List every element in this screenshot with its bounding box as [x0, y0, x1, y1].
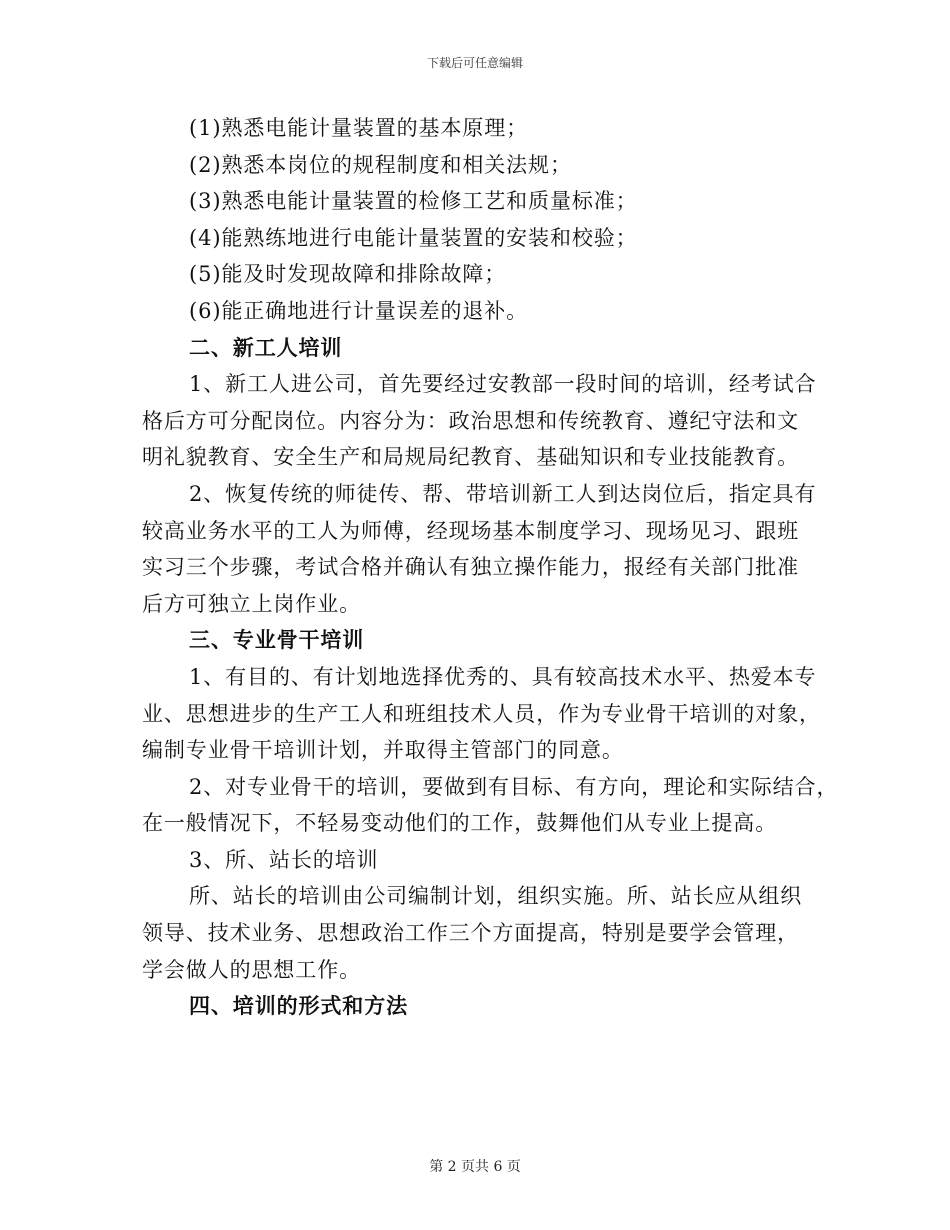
text-line: 1、新工人进公司，首先要经过安教部一段时间的培训，经考试合 [189, 372, 817, 397]
text-line: (2)熟悉本岗位的规程制度和相关法规； [189, 152, 572, 177]
document-body [142, 110, 839, 1025]
text-line: 在一般情况下，不轻易变动他们的工作，鼓舞他们从专业上提高。 [142, 811, 778, 836]
text-line: 格后方可分配岗位。内容分为：政治思想和传统教育、遵纪守法和文 [142, 408, 799, 433]
page-header: 下载后可任意编辑 [426, 56, 523, 70]
text-line: 编制专业骨干培训计划，并取得主管部门的同意。 [142, 738, 624, 763]
text-line: 学会做人的思想工作。 [142, 957, 361, 982]
section-heading: 二、新工人培训 [189, 334, 343, 360]
text-line: 实习三个步骤，考试合格并确认有独立操作能力，报经有关部门批准 [142, 555, 799, 580]
text-line: 2、对专业骨干的培训，要做到有目标、有方向，理论和实际结合， [189, 774, 839, 799]
text-line: 后方可独立上岗作业。 [142, 591, 361, 616]
text-line: 业、思想进步的生产工人和班组技术人员，作为专业骨干培训的对象， [142, 701, 821, 726]
text-line: 3、所、站长的培训 [189, 847, 379, 872]
text-line: (5)能及时发现故障和排除故障； [189, 262, 507, 287]
text-line: 所、站长的培训由公司编制计划，组织实施。所、站长应从组织 [189, 884, 803, 909]
text-line: 领导、技术业务、思想政治工作三个方面提高，特别是要学会管理， [142, 921, 799, 946]
section-heading: 三、专业骨干培训 [189, 627, 365, 653]
text-line: 2、恢复传统的师徒传、帮、带培训新工人到达岗位后，指定具有 [189, 481, 817, 506]
text-line: (1)熟悉电能计量装置的基本原理； [189, 116, 529, 140]
text-line: 较高业务水平的工人为师傅，经现场基本制度学习、现场见习、跟班 [142, 518, 799, 543]
section-heading: 四、培训的形式和方法 [189, 993, 408, 1019]
page-footer: 第 2 页共 6 页 [429, 1159, 521, 1175]
text-line: (3)熟悉电能计量装置的检修工艺和质量标准； [189, 189, 638, 214]
text-line: (6)能正确地进行计量误差的退补。 [189, 298, 529, 323]
text-line: 1、有目的、有计划地选择优秀的、具有较高技术水平、热爱本专 [189, 664, 817, 689]
text-line: (4)能熟练地进行电能计量装置的安装和校验； [189, 225, 638, 250]
text-line: 明礼貌教育、安全生产和局规局纪教育、基础知识和专业技能教育。 [142, 445, 799, 470]
